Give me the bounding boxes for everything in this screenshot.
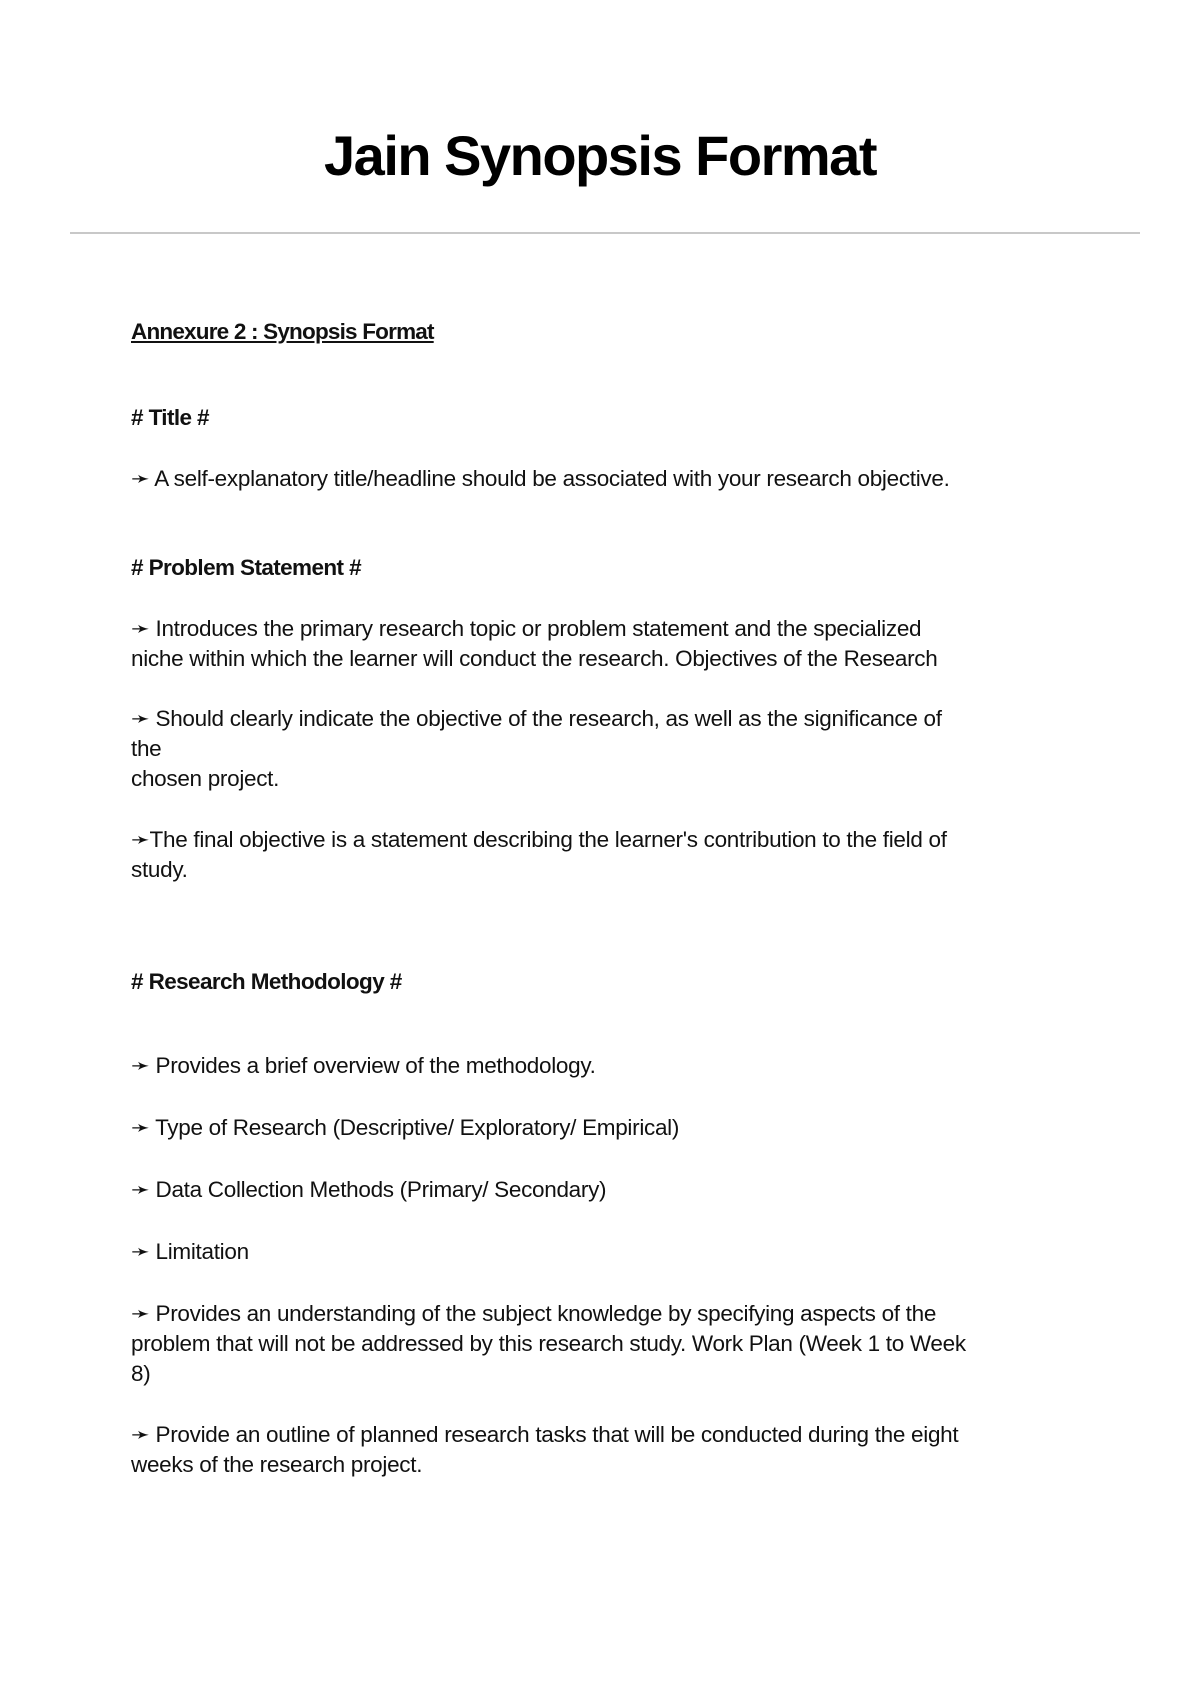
paragraph-line: ➛ Should clearly indicate the objective of the research, as well as the significance of: [131, 706, 942, 731]
paragraph-line: problem that will not be addressed by this research study. Work Plan (Week 1 to Week: [131, 1331, 966, 1356]
paragraph-line: weeks of the research project.: [131, 1452, 423, 1477]
title-section-heading: # Title #: [131, 405, 209, 430]
paragraph-line: 8): [131, 1361, 151, 1386]
problem-statement-paragraph-2: [131, 704, 1071, 794]
methodology-paragraph-5: [131, 1299, 1071, 1389]
methodology-paragraph-4: ➛ Limitation: [131, 1239, 249, 1264]
annexure-heading: Annexure 2 : Synopsis Format: [131, 319, 434, 344]
paragraph-line: ➛ Provide an outline of planned research tasks that will be conducted during the eight: [131, 1422, 959, 1447]
methodology-paragraph-1: ➛ Provides a brief overview of the methodology.: [131, 1053, 596, 1078]
paragraph-line: ➛ Introduces the primary research topic or problem statement and the specialized: [131, 616, 922, 641]
problem-statement-paragraph-1: [131, 614, 1071, 674]
methodology-paragraph-3: ➛ Data Collection Methods (Primary/ Secondary): [131, 1177, 607, 1202]
methodology-paragraph-6: [131, 1420, 1071, 1480]
title-section-paragraph: ➛ A self-explanatory title/headline should be associated with your research objective.: [131, 466, 950, 491]
title-divider: [70, 232, 1140, 234]
paragraph-line: ➛The final objective is a statement describing the learner's contribution to the field of: [131, 827, 947, 852]
research-methodology-heading: # Research Methodology #: [131, 969, 402, 994]
paragraph-line: chosen project.: [131, 766, 280, 791]
problem-statement-heading: # Problem Statement #: [131, 555, 361, 580]
problem-statement-paragraph-3: [131, 825, 1071, 885]
paragraph-line: niche within which the learner will conduct the research. Objectives of the Research: [131, 646, 938, 671]
methodology-paragraph-2: ➛ Type of Research (Descriptive/ Exploratory/ Empirical): [131, 1115, 680, 1140]
paragraph-line: study.: [131, 857, 188, 882]
paragraph-line: ➛ Provides an understanding of the subject knowledge by specifying aspects of the: [131, 1301, 937, 1326]
page-title: Jain Synopsis Format: [324, 124, 876, 187]
paragraph-line: the: [131, 736, 162, 761]
